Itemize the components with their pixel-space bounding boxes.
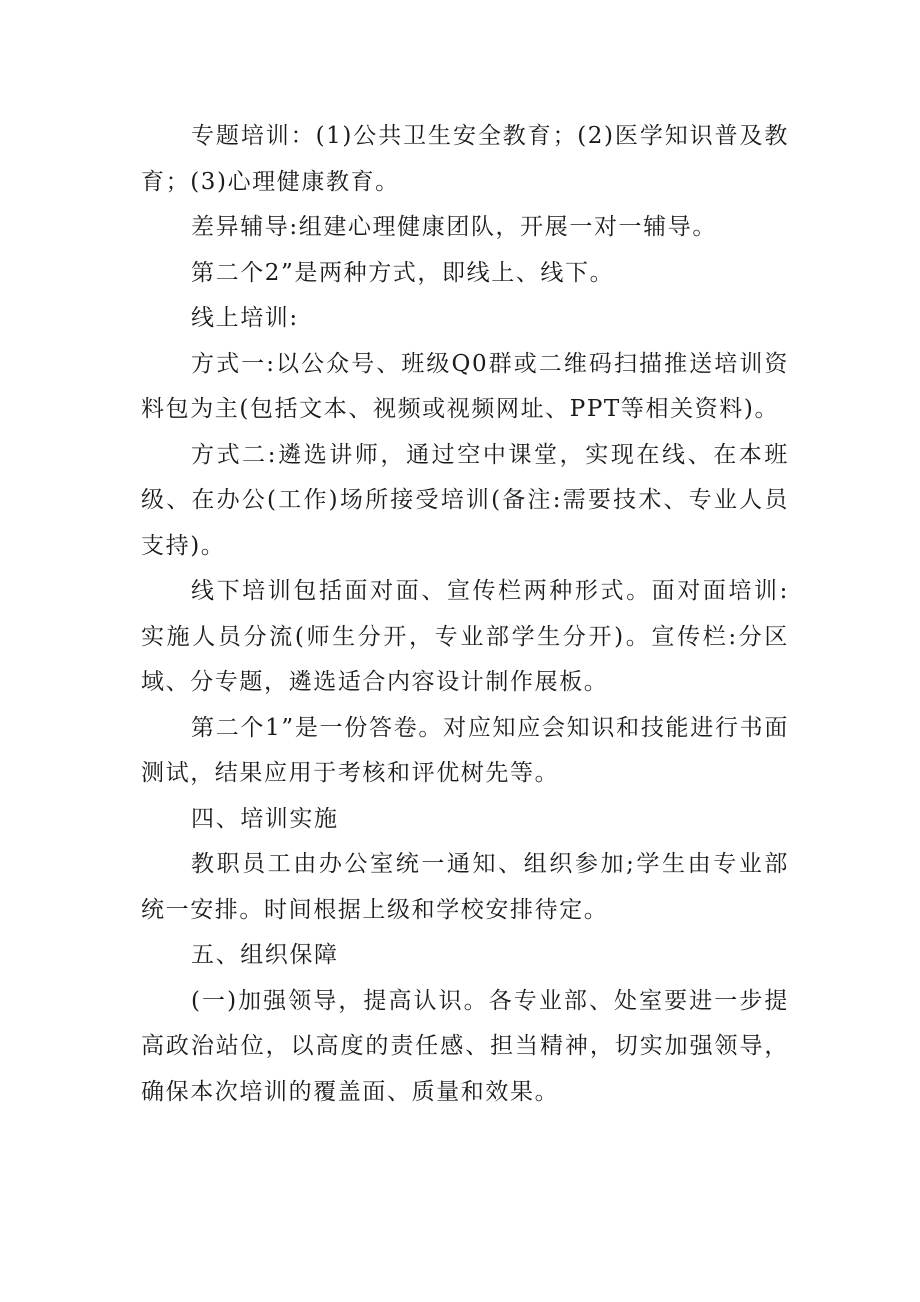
paragraph-method-one: 方式一:以公众号、班级Q0群或二维码扫描推送培训资料包为主(包括文本、视频或视频网址、PPT等相关资料)。: [141, 350, 789, 422]
paragraph-method-two: 方式二:遴选讲师，通过空中课堂，实现在线、在本班级、在办公(工作)场所接受培训(备注:需要技术、专业人员支持)。: [141, 441, 789, 559]
paragraph-online-training-heading: 线上培训:: [191, 305, 299, 331]
paragraph-differential-counseling: 差异辅导:组建心理健康团队，开展一对一辅导。: [191, 214, 717, 240]
paragraph-answer-sheet: 第二个1”是一份答卷。对应知应会知识和技能进行书面测试，结果应用于考核和评优树先等。: [141, 714, 789, 786]
paragraph-two-methods: 第二个2”是两种方式，即线上、线下。: [191, 259, 615, 286]
section-heading-organizational-guarantee: 五、组织保障: [191, 942, 339, 968]
paragraph-implementation-details: 教职员工由办公室统一通知、组织参加;学生由专业部统一安排。时间根据上级和学校安排待定。: [141, 851, 789, 923]
paragraph-offline-training: 线下培训包括面对面、宣传栏两种形式。面对面培训:实施人员分流(师生分开，专业部学生分开)。宣传栏:分区域、分专题，遴选适合内容设计制作展板。: [141, 578, 789, 695]
paragraph-special-training: 专题培训：(1)公共卫生安全教育；(2)医学知识普及教育；(3)心理健康教育。: [141, 123, 789, 195]
document-body: [141, 114, 789, 1115]
paragraph-strengthen-leadership: (一)加强领导，提高认识。各专业部、处室要进一步提高政治站位，以高度的责任感、担当精神，切实加强领导，确保本次培训的覆盖面、质量和效果。: [141, 987, 789, 1105]
section-heading-training-implementation: 四、培训实施: [191, 805, 339, 832]
